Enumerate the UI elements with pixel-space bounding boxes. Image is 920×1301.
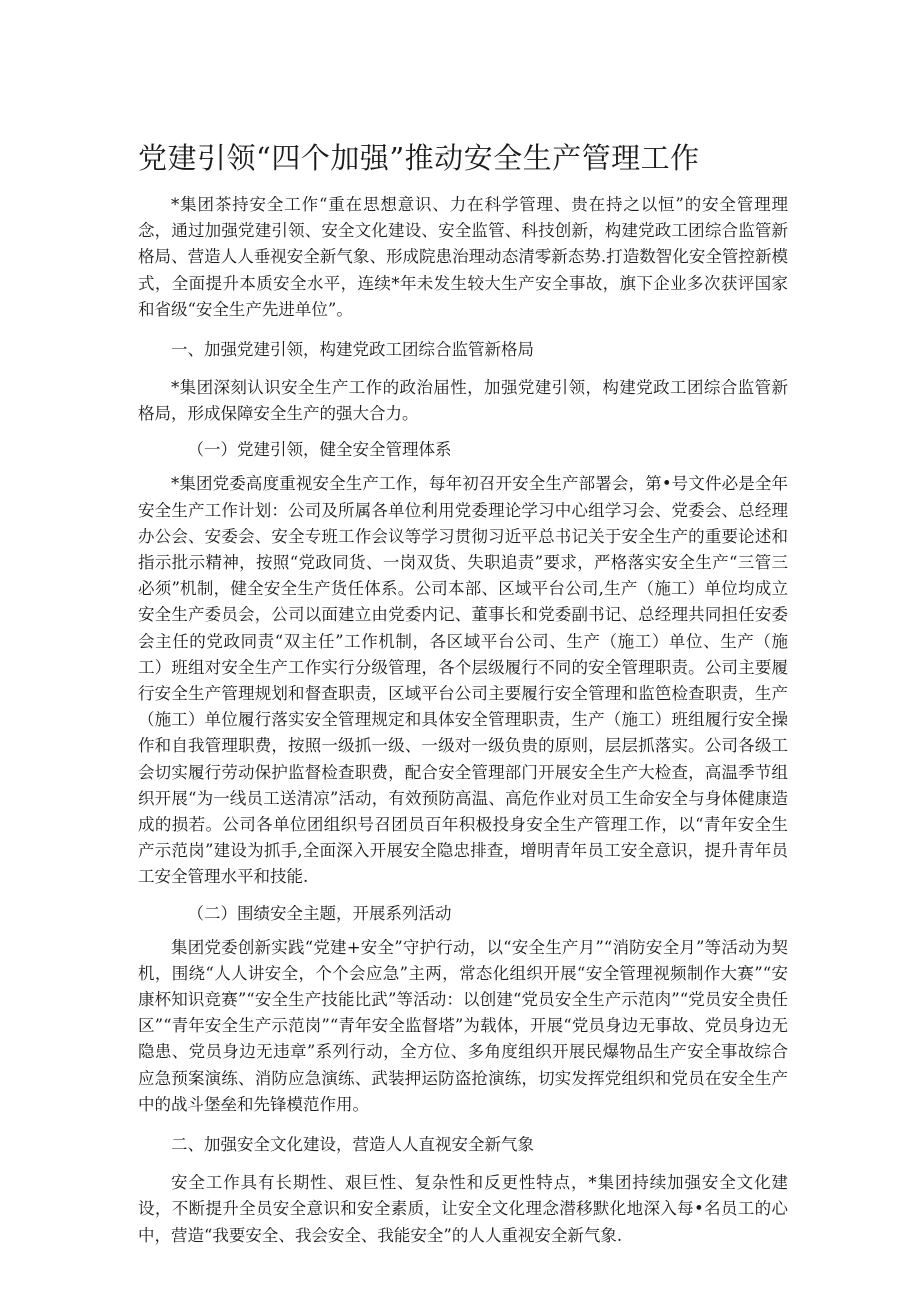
intro-paragraph: *集团茶持安全工作“重在思想意识、力在科学管理、贵在持之以恒”的安全管理理念，通过加强党建引领、安全文化建设、安全监管、科技创新，构建党政工团综合监管新格局、营造人人垂视安全新气象、形成院患治理动态清零新态势.打造数智化安全管控新模式，全面提升本质安全水平，连续*年未发生较大生产安全事故，旗下企业多次获评国家和省级“安全生产先进单位”。 (138, 195, 788, 319)
section-2-heading: 二、加强安全文化建设，营造人人直视安全新气象 (171, 1135, 534, 1155)
section-1-paragraph: *集团深刻认识安全生产工作的政治届性，加强党建引领，构建党政工团综合监管新格局，形成保障安全生产的强大合力。 (138, 378, 788, 424)
document-page (138, 138, 788, 1249)
subsection-1-1-heading: （一）党建引领，健全安全管理体系 (187, 440, 452, 460)
subsection-1-2-paragraph: 集团党委创新实践“党建+安全”守护行动，以“安全生产月”“消防安全月”等活动为契机，围绕“人人讲安全，个个会应急”主两，常态化组织开展“安全管理视频制作大赛”“安康杯知识竞赛”“安全生产技能比武”等活动：以创建“党员安全生产示范肉”“党员安全贵任区”“青年安全生产示范岗”“青年安全监督塔”为载体，开展“党员身边无事故、党员身边无隐患、党员身边无违章”系列行动，全方位、多角度组织开展民爆物品生产安全事故综合应急预案演练、消防应急演练、武装押运防盗抢演练，切实发挥党组织和党员在安全生产中的战斗堡垒和先锋模范作用。 (138, 937, 788, 1114)
document-title: 党建引领“四个加强”推动安全生产管理工作 (138, 141, 700, 175)
section-2-paragraph: 安全工作具有长期性、艰巨性、复杂性和反更性特点，*集团持续加强安全文化建设，不断提升全员安全意识和安全素质，让安全文化理念潜移默化地深入每•名员工的心中，营造“我要安全、我会安全、我能安全”的人人重视安全新气象. (138, 1173, 788, 1245)
subsection-1-1-paragraph: *集团党委高度重视安全生产工作，每年初召开安全生产部署会，第•号文件必是全年安全生产工作计划：公司及所属各单位利用党委理论学习中心组学习会、党委会、总经理办公会、安委会、安全专班工作会议等学习贯彻习近平总书记关于安全生产的重要论述和指示批示精神，按照“党政同货、一岗双货、失职追责”要求，严格落实安全生产“三管三必须”机制，健全安全生产货任体系。公司本部、区域平台公司,生产（施工）单位均成立安全生产委员会，公司以面建立由党委内记、董事长和党委副书记、总经理共同担任安委会主任的党政同责“双主任”工作机制，各区域平台公司、生产（施工）单位、生产（施工）班组对安全生产工作实行分级管理，各个层级履行不同的安全管理职责。公司主要履行安全生产管理规划和督查职责，区域平台公司主要履行安全管理和监笆检查职责，生产（施工）单位履行落实安全管理规定和具体安全管理职责，生产（施工）班组履行安全操作和自我管理职费，按照一级抓一级、一级对一级负贵的原则，层层抓落实。公司各级工会切实履行劳动保护监督检查职费，配合安全管理部门开展安全生产大检查，高温季节组织开展“为一线员工送清凉”活动，有效预防高温、高危作业对员工生命安全与身体健康造成的损若。公司各单位团组织号召团员百年积极投身安全生产管理工作，以“青年安全生产示范岗”建设为抓手,全面深入开展安全隐忠排查，增明青年员工安全意识，提升青年员工安全管理水平和技能. (138, 474, 788, 887)
section-1-heading: 一、加强党建引领，构建党政工团综合监管新格局 (171, 340, 534, 360)
subsection-1-2-heading: （二）围绩安全主题，开展系列活动 (187, 903, 452, 923)
